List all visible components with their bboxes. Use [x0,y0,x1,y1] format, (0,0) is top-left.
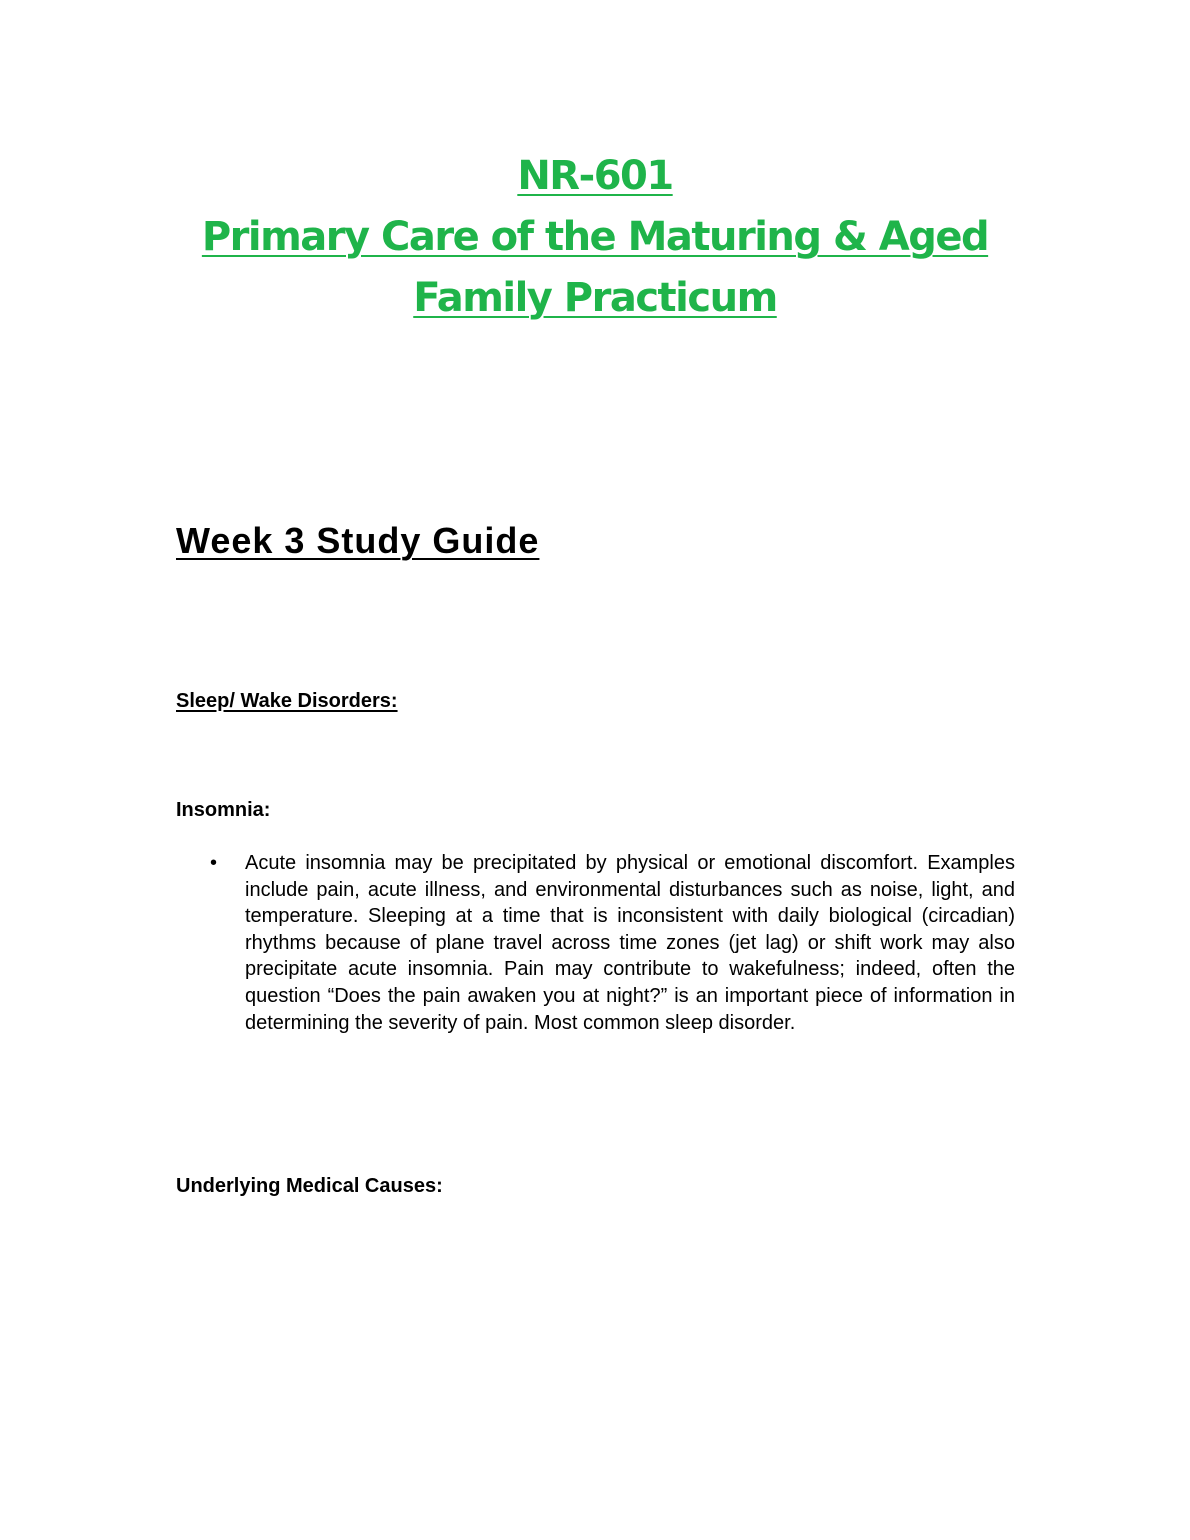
course-name: Primary Care of the Maturing & Aged [201,214,989,260]
course-code: NR-601 [517,153,673,199]
course-suffix: Family Practicum [413,275,777,321]
section-heading-sleep-wake: Sleep/ Wake Disorders: [176,690,398,712]
document-title [0,146,1190,329]
subheading-insomnia: Insomnia: [176,799,271,821]
list-item: Acute insomnia may be precipitated by physical or emotional discomfort. Examples include pain, acute illness, and environmental disturbances such as noise, light, and temperature. Sleeping at a time that is inconsistent with daily biological (circadian) rhythms because of plane travel across time zones (jet lag) or shift work may also precipitate acute insomnia. Pain may contribute to wakefulness; indeed, often the question “Does the pain awaken you at night?” is an important piece of information in determining the severity of pain. Most common sleep disorder. [245,852,1015,1034]
week-heading: Week 3 Study Guide [176,520,540,561]
subheading-underlying-medical-causes: Underlying Medical Causes: [176,1175,443,1197]
bullet-icon: • [210,852,218,874]
